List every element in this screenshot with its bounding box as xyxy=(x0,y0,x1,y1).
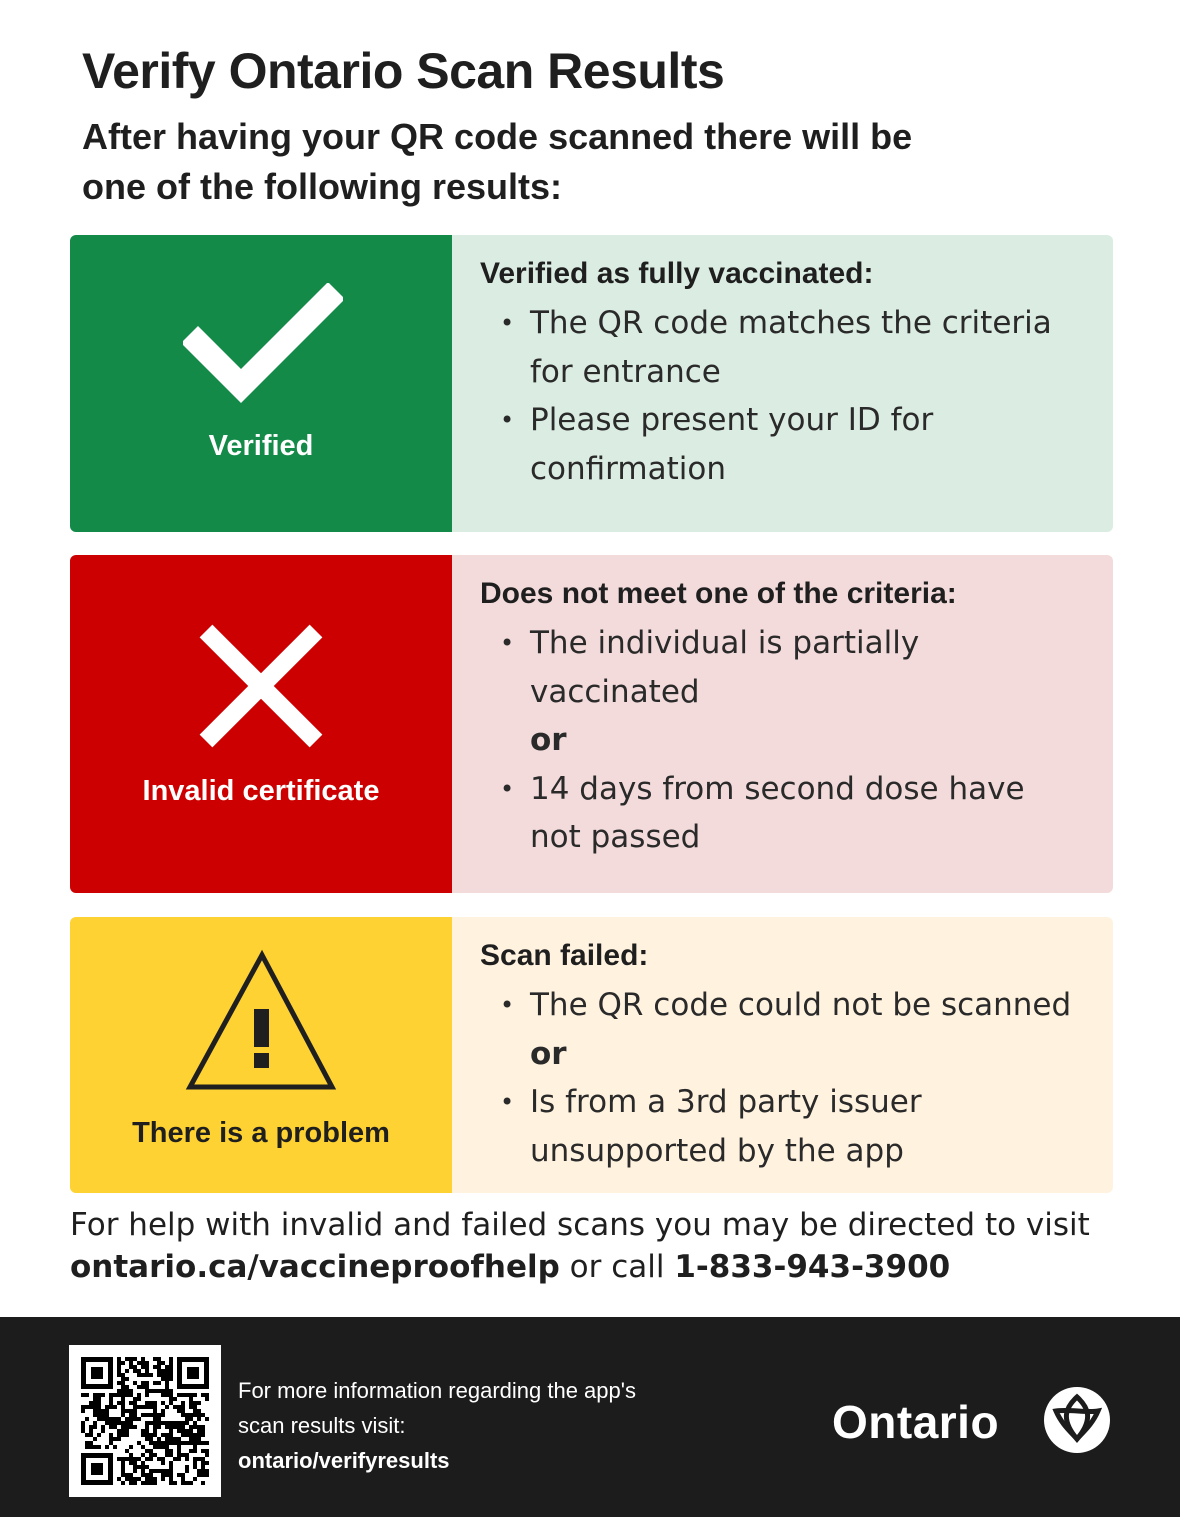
warning-icon xyxy=(182,947,342,1097)
result-card-invalid xyxy=(70,555,1113,893)
help-connector: or call xyxy=(569,1249,665,1285)
result-heading-invalid: Does not meet one of the criteria: xyxy=(480,577,957,610)
result-list-invalid xyxy=(480,619,1085,862)
result-card-problem xyxy=(70,917,1113,1193)
detail-panel-verified xyxy=(452,235,1113,532)
x-icon xyxy=(191,616,331,756)
status-panel-verified xyxy=(70,235,452,532)
list-conjunction: or xyxy=(530,1035,567,1072)
result-list-problem xyxy=(480,981,1085,1175)
footer-info xyxy=(238,1373,658,1478)
list-item: • 14 days from second dose have not passed xyxy=(480,765,1070,862)
result-heading-verified: Verified as fully vaccinated: xyxy=(480,257,874,290)
list-item: • The QR code could not be scanned xyxy=(480,981,1085,1030)
help-phone[interactable]: 1-833-943-3900 xyxy=(674,1249,951,1285)
brand-wordmark: Ontario xyxy=(832,1396,1000,1448)
list-item: • Is from a 3rd party issuer unsupported by the app xyxy=(480,1078,980,1175)
trillium-logo-icon xyxy=(1042,1385,1112,1455)
result-heading-problem: Scan failed: xyxy=(480,939,649,972)
status-panel-problem xyxy=(70,917,452,1193)
list-conjunction: or xyxy=(530,722,567,758)
list-item: • Please present your ID for confirmation xyxy=(480,396,1085,493)
status-label-verified: Verified xyxy=(208,430,314,462)
list-item: • The individual is partially vaccinated xyxy=(480,619,970,716)
footer xyxy=(0,1317,1180,1517)
help-intro: For help with invalid and failed scans you may be directed to visit xyxy=(70,1207,1090,1243)
status-label-problem: There is a problem xyxy=(132,1117,390,1149)
footer-info-url[interactable]: ontario/verifyresults xyxy=(238,1448,450,1473)
result-list-verified xyxy=(480,299,1085,493)
detail-panel-problem xyxy=(452,917,1113,1193)
page-subtitle: After having your QR code scanned there will be one of the following results: xyxy=(82,116,913,207)
page-title: Verify Ontario Scan Results xyxy=(82,43,725,99)
result-card-verified xyxy=(70,235,1113,532)
list-item: • The QR code matches the criteria for entrance xyxy=(480,299,1085,396)
status-panel-invalid xyxy=(70,555,452,893)
help-text xyxy=(70,1204,1130,1288)
qr-code-icon[interactable] xyxy=(69,1345,221,1497)
checkmark-icon xyxy=(183,283,343,403)
detail-panel-invalid xyxy=(452,555,1113,893)
help-link[interactable]: ontario.ca/vaccineproofhelp xyxy=(70,1249,560,1285)
status-label-invalid: Invalid certificate xyxy=(142,775,380,807)
footer-info-text: For more information regarding the app's scan results visit: xyxy=(238,1378,636,1438)
